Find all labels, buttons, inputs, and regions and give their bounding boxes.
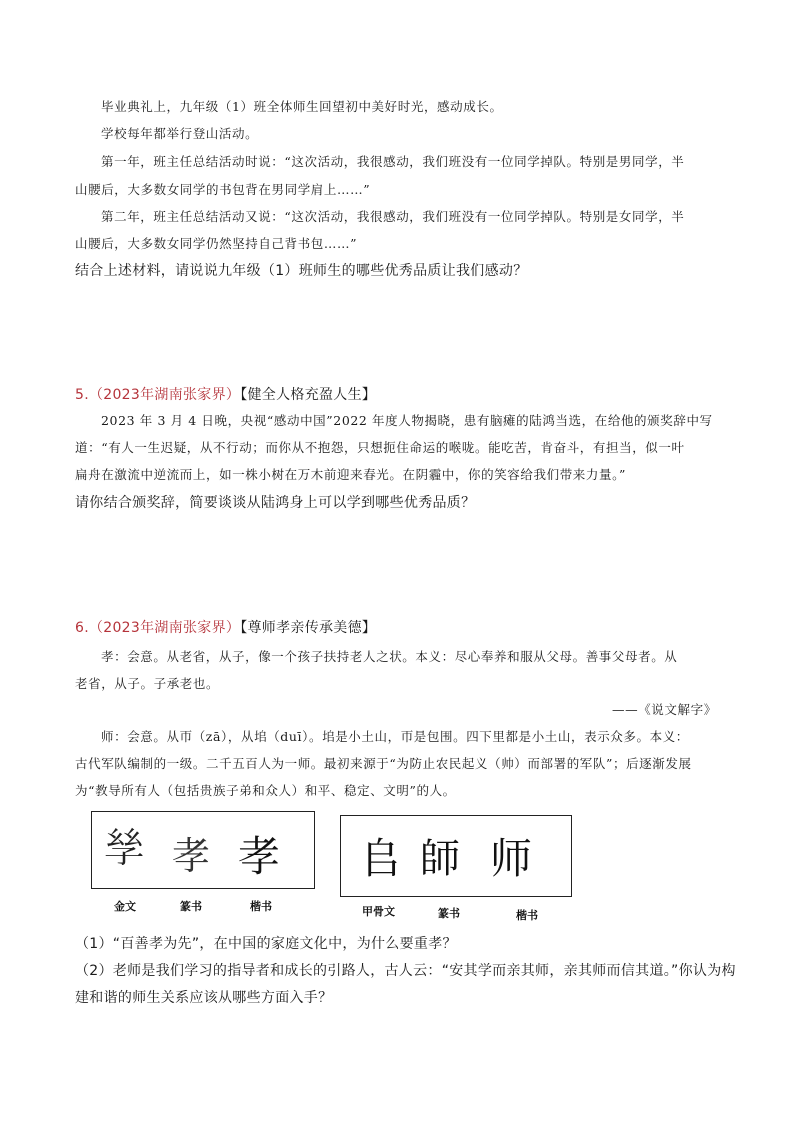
q6-source: （2023年湖南张家界） (88, 620, 241, 636)
q6-subq-2-line-1: （2）老师是我们学习的指导者和成长的引路人，古人云：“安其学而亲其师，亲其师而信其道。”你认为构 (75, 963, 736, 979)
xiao-jinwen-glyph: 𡥝 (104, 826, 144, 872)
q5-line-3: 扁舟在激流中逆流而上，如一株小树在万木前迎来春光。在阴霾中，你的笑容给我们带来力量。” (75, 467, 626, 482)
xiao-kai-glyph: 孝 (238, 832, 281, 881)
q5-topic: 【健全人格充盈人生】 (240, 387, 377, 403)
caption-jiagu: 甲骨文 (362, 905, 395, 918)
q6-shi-line-3: 为“教导所有人（包括贵族子弟和众人）和平、稳定、文明”的人。 (75, 783, 456, 798)
caption-kai-left: 楷书 (250, 900, 272, 913)
q6-subq-1: （1）“百善孝为先”，在中国的家庭文化中，为什么要重孝？ (75, 936, 457, 952)
q5-heading (75, 384, 376, 404)
q6-subq-2-line-2: 建和谐的师生关系应该从哪些方面入手？ (75, 990, 333, 1006)
caption-zhuan-right: 篆书 (438, 907, 460, 920)
shi-jiagu-glyph: 𠂤 (360, 834, 403, 883)
q4-line-2: 学校每年都举行登山活动。 (101, 126, 259, 141)
q4-question: 结合上述材料，请说说九年级（1）班师生的哪些优秀品质让我们感动？ (75, 263, 528, 279)
q5-source: （2023年湖南张家界） (88, 387, 241, 403)
xiao-zhuan-glyph: 孝 (172, 834, 211, 878)
q6-heading (75, 617, 376, 637)
q4-line-5: 第二年，班主任总结活动又说：“这次活动，我很感动，我们班没有一位同学掉队。特别是女同学，半 (101, 209, 685, 224)
q4-line-3: 第一年，班主任总结活动时说：“这次活动，我很感动，我们班没有一位同学掉队。特别是男同学，半 (101, 154, 685, 169)
q6-shi-line-1: 师：会意。从帀（zā），从垖（duī）。垖是小土山，帀是包围。四下里都是小土山，表示众多。本义： (101, 729, 689, 744)
caption-jinwen: 金文 (114, 900, 136, 913)
q4-line-6: 山腰后，大多数女同学仍然坚持自己背书包……” (75, 236, 358, 251)
q6-topic: 【尊师孝亲传承美德】 (240, 620, 377, 636)
q4-line-4: 山腰后，大多数女同学的书包背在男同学肩上……” (75, 182, 371, 197)
q6-shi-line-2: 古代军队编制的一级。二千五百人为一师。最初来源于“为防止农民起义（帅）而部署的军队”；后逐渐发展 (75, 756, 692, 771)
q6-number: 6. (75, 620, 89, 636)
shi-zhuan-glyph: 師 (420, 836, 460, 882)
q6-xiao-line-1: 孝：会意。从老省，从子，像一个孩子扶持老人之状。本义：尽心奉养和服从父母。善事父母者。从 (101, 649, 678, 664)
q5-number: 5. (75, 387, 89, 403)
q4-line-1: 毕业典礼上，九年级（1）班全体师生回望初中美好时光，感动成长。 (101, 99, 503, 114)
q5-question: 请你结合颁奖辞，简要谈谈从陆鸿身上可以学到哪些优秀品质？ (75, 495, 476, 511)
caption-kai-right: 楷书 (516, 909, 538, 922)
shi-kai-glyph: 师 (490, 834, 533, 883)
q5-line-2: 道：“有人一生迟疑，从不行动；而你从不抱怨，只想扼住命运的喉咙。能吃苦，肯奋斗，有担当，似一叶 (75, 440, 685, 455)
caption-zhuan-left: 篆书 (180, 900, 202, 913)
q6-xiao-line-2: 老省，从子。子承老也。 (75, 676, 220, 691)
q5-line-1: 2023 年 3 月 4 日晚，央视“感动中国”2022 年度人物揭晓，患有脑瘫的陆鸿当选，在给他的颁奖辞中写 (101, 413, 713, 428)
q6-citation: ——《说文解字》 (612, 702, 717, 717)
